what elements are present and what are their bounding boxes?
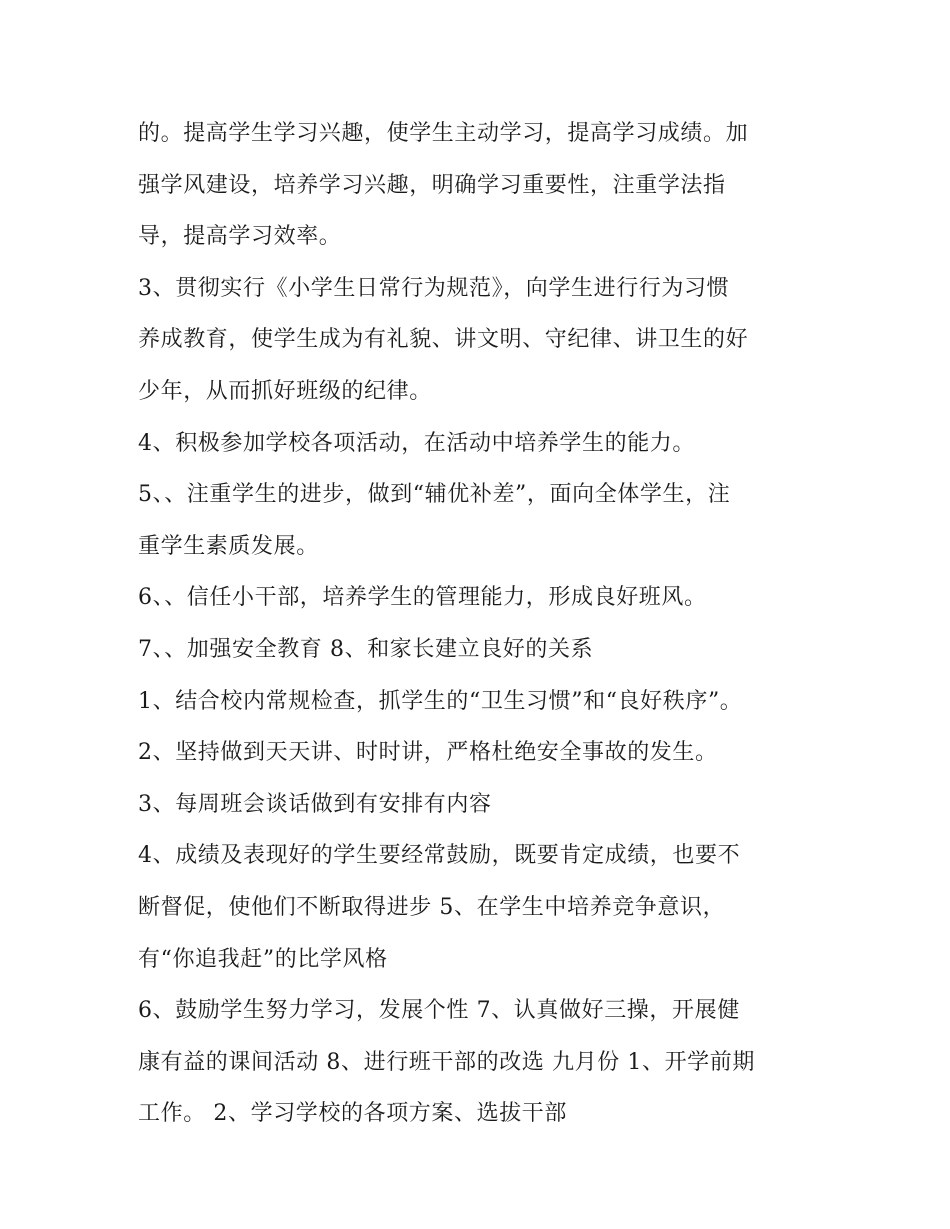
text-line-18: 6、鼓励学生努力学习，发展个性 7、认真做好三操，开展健 [138,998,740,1024]
text-line-7: 4、积极参加学校各项活动，在活动中培养学生的能力。 [138,430,695,456]
text-line-5: 养成教育，使学生成为有礼貌、讲文明、守纪律、讲卫生的好 [138,327,749,353]
text-line-17: 有“你追我赶”的比学风格 [138,946,388,972]
text-line-1: 的。提高学生学习兴趣，使学生主动学习，提高学习成绩。加 [138,121,749,146]
text-line-10: 6、、信任小干部，培养学生的管理能力，形成良好班风。 [138,585,707,611]
text-line-4: 3、贯彻实行《小学生日常行为规范》，向学生进行行为习惯 [138,275,730,301]
text-line-15: 4、成绩及表现好的学生要经常鼓励，既要肯定成绩，也要不 [138,843,741,869]
text-line-14: 3、每周班会谈话做到有安排有内容 [138,791,492,817]
text-line-6: 少年，从而抓好班级的纪律。 [138,378,432,404]
text-line-3: 导，提高学习效率。 [138,224,342,250]
text-line-8: 5、、注重学生的进步，做到“辅优补差”，面向全体学生，注 [138,482,731,508]
text-line-19: 康有益的课间活动 8、进行班干部的改选 九月份 1、开学前期 [138,1049,755,1075]
text-line-13: 2、坚持做到天天讲、时时讲，严格杜绝安全事故的发生。 [138,740,718,766]
text-line-2: 强学风建设，培养学习兴趣，明确学习重要性，注重学法指 [138,172,726,198]
text-line-12: 1、结合校内常规检查，抓学生的“卫生习惯”和“良好秩序”。 [138,688,743,714]
text-line-11: 7、、加强安全教育 8、和家长建立良好的关系 [138,636,594,662]
text-line-9: 重学生素质发展。 [138,533,319,559]
document-body [138,108,818,1140]
text-line-16: 断督促，使他们不断取得进步 5、在学生中培养竞争意识， [138,894,726,920]
text-line-20: 工作。 2、学习学校的各项方案、选拔干部 [138,1101,567,1127]
